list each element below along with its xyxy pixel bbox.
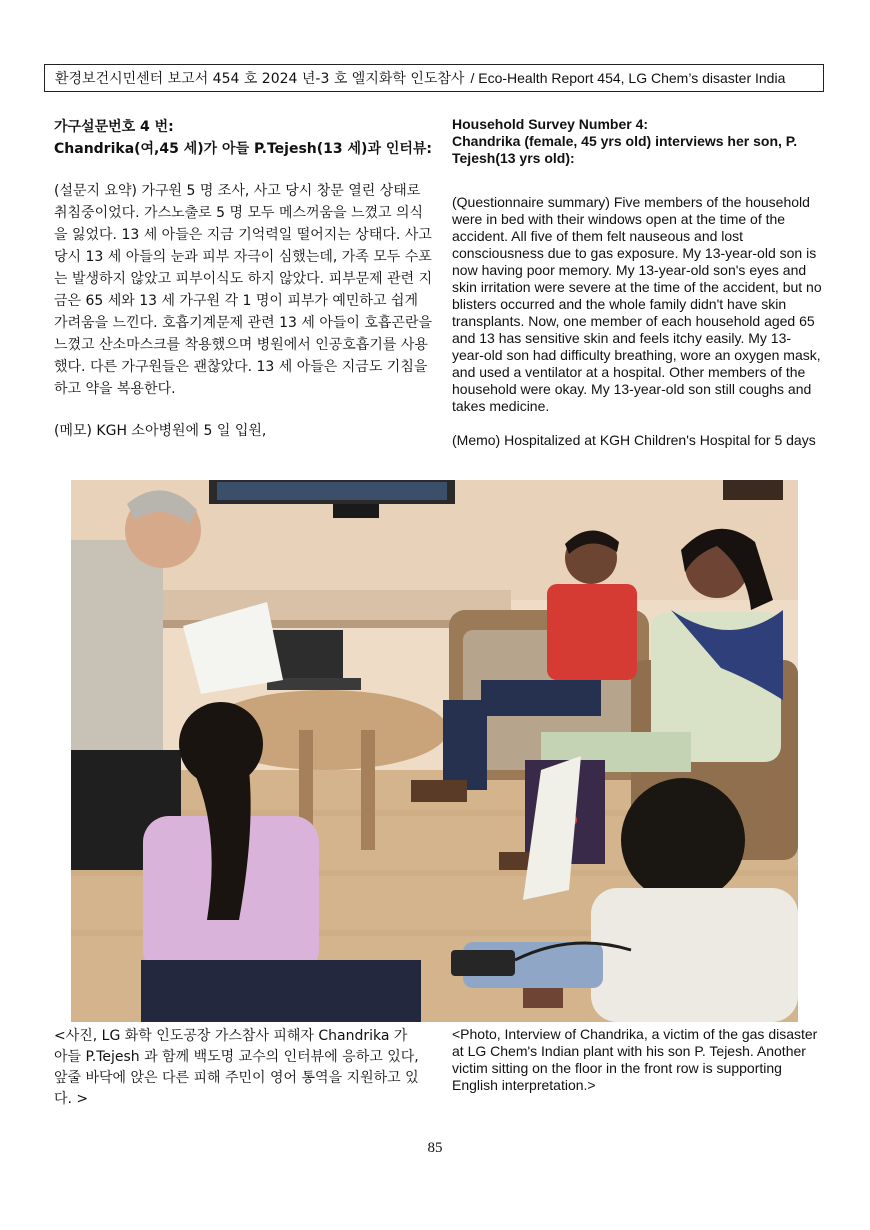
korean-summary: (설문지 요약) 가구원 5 명 조사, 사고 당시 창문 열린 상태로 취침중이었다. 가스노출로 5 명 모두 메스꺼움을 느꼈고 의식을 잃었다. 13 세 아들은 지금 기억력일 떨어지는 상태다. 사고당시 13 세 아들의 눈과 피부 자극이 심했는데, 가족 모두 수포는 발생하지 않았고 피부이식도 하지 않았다. 피부문제 관련 지금은 65 세와 13 세 가구원 각 1 명이 피부가 예민하고 쉽게 가려움을 느낀다. 호흡기계문제 관련 13 세 아들이 호흡곤란을 느꼈고 산소마스크를 착용했으며 병원에서 인공호흡기를 사용했다. 다른 가구원들은 괜찮았다. 13 세 아들은 지금도 기침을 하고 약을 복용한다. [54,183,433,397]
korean-title-line1: 가구설문번호 4 번: [54,119,174,135]
english-memo: (Memo) Hospitalized at KGH Children's Hospital for 5 days [452,432,816,448]
korean-column [54,116,434,442]
english-summary: (Questionnaire summary) Five members of the household were in bed with their windows open at the time of the accident. All five of them felt nauseous and lost consciousness due to gas exposure. My 13-year-old son is now having poor memory. My 13-year-old son's eyes and skin irritation were severe at the time of the accident, but no blisters occurred and the whole family didn't have skin transplants. Now, one member of each household aged 65 and 13 has sensitive skin and feels itchy easily. My 13-year-old son had difficulty breathing, wore an oxygen mask, and used a ventilator at a hospital. Other members of the household were okay. My 13-year-old son still coughs and takes medicine. [452,194,822,414]
header-english: / Eco-Health Report 454, LG Chem’s disaster India [470,70,786,86]
header-korean: 환경보건시민센터 보고서 454 호 2024 년-3 호 엘지화학 인도참사 [55,71,465,87]
english-column [452,116,822,449]
korean-title-line2: Chandrika(여,45 세)가 아들 P.Tejesh(13 세)과 인터뷰: [54,141,433,157]
english-photo-caption: <Photo, Interview of Chandrika, a victim of the gas disaster at LG Chem's Indian plant with his son P. Tejesh. Another victim sitting on the floor in the front row is supporting English interpretation.> [452,1026,818,1093]
korean-photo-caption: <사진, LG 화학 인도공장 가스참사 피해자 Chandrika 가 아들 P.Tejesh 과 함께 백도명 교수의 인터뷰에 응하고 있다, 앞줄 바닥에 앉은 다른 피해 주민이 영어 통역을 지원하고 있다. > [54,1028,419,1107]
english-title-line1: Household Survey Number 4: [452,116,649,132]
korean-memo: (메모) KGH 소아병원에 5 일 입원, [54,423,267,439]
page-number: 85 [427,1140,443,1156]
english-title-line2: Chandrika (female, 45 yrs old) interviews her son, P. Tejesh(13 yrs old): [452,133,798,166]
report-header [44,64,824,92]
interview-photo [71,480,798,1022]
